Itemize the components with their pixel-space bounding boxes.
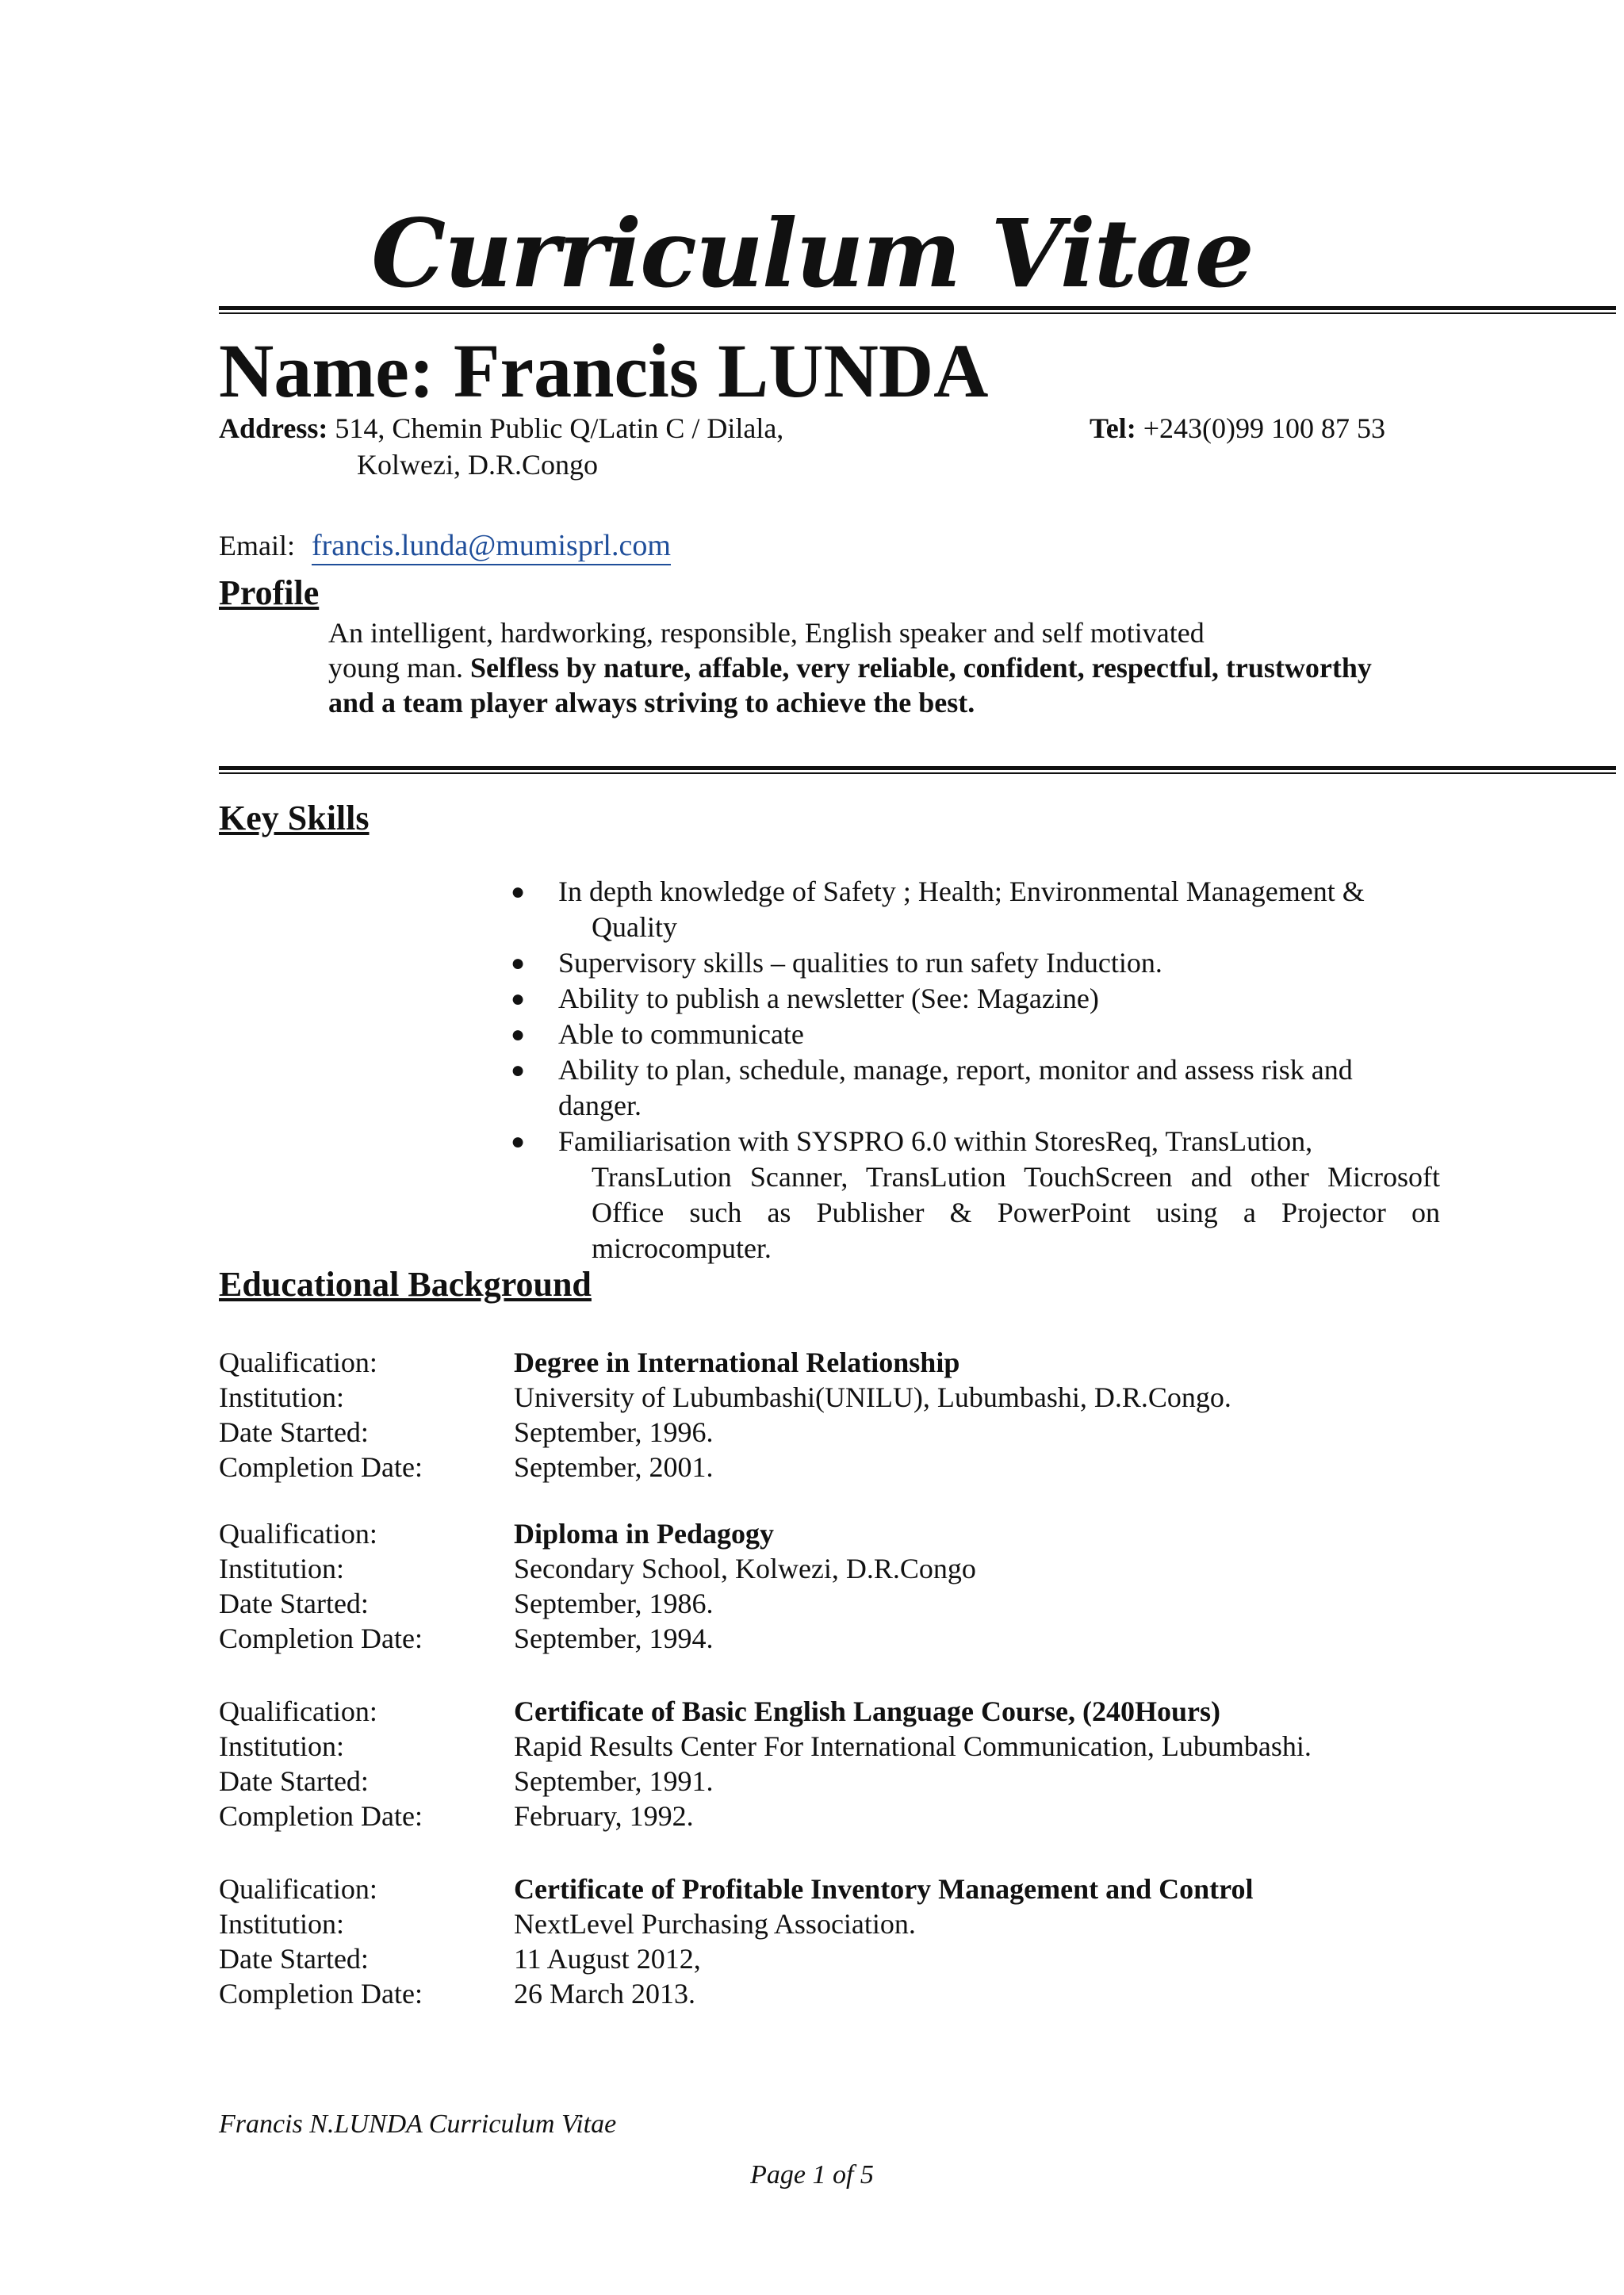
bullet-icon: ● [511,879,526,905]
institution-value: Rapid Results Center For International Communication, Lubumbashi. [514,1730,1312,1762]
institution-value: NextLevel Purchasing Association. [514,1908,916,1940]
qualification-value: Degree in International Relationship [514,1347,960,1378]
tel-label: Tel: [1090,412,1136,444]
qualification-label: Qualification: [219,1347,377,1378]
title-divider [219,306,1616,314]
profile-line-3: and a team player always striving to achieve the best. [328,687,975,718]
date-started-row [219,1415,1503,1450]
education-entry [219,1516,1503,1656]
skill-text: Able to communicate [558,1018,804,1050]
qualification-value: Certificate of Basic English Language Course, (240Hours) [514,1695,1220,1727]
profile-line-2-plain: young man. [328,652,470,684]
date-started-label: Date Started: [219,1416,369,1448]
completion-date-label: Completion Date: [219,1978,423,2010]
education-entry [219,1694,1503,1833]
skill-text-continued: TransLution Scanner, TransLution TouchScreen and other Microsoft Office such as Publisher & PowerPoint using a Projector on microcomputer. [592,1161,1440,1264]
education-heading: Educational Background [219,1265,592,1304]
address-value: 514, Chemin Public Q/Latin C / Dilala, [335,412,784,444]
telephone [1090,411,1385,446]
bullet-icon: ● [511,986,526,1012]
institution-value: Secondary School, Kolwezi, D.R.Congo [514,1553,976,1584]
skill-text: Familiarisation with SYSPRO 6.0 within StoresReq, TransLution, [558,1125,1313,1157]
date-started-value: 11 August 2012, [514,1943,701,1975]
profile-heading: Profile [219,573,320,612]
skill-item [508,981,1440,1017]
qualification-label: Qualification: [219,1695,377,1727]
skill-text-continued: Quality [592,911,677,943]
completion-date-row [219,1976,1503,2011]
skill-text: In depth knowledge of Safety ; Health; Environmental Management & [558,875,1365,907]
date-started-label: Date Started: [219,1943,369,1975]
key-skills-list [508,874,1440,1266]
profile-line-2-bold: Selfless by nature, affable, very reliable, confident, respectful, trustworthy [469,652,1372,684]
institution-row [219,1380,1503,1415]
completion-date-row [219,1450,1503,1485]
date-started-row [219,1941,1503,1976]
institution-row [219,1551,1503,1586]
email-row [219,528,671,564]
skill-text: Ability to publish a newsletter (See: Magazine) [558,983,1099,1014]
address-line-2: Kolwezi, D.R.Congo [357,449,598,481]
completion-date-value: September, 1994. [514,1623,714,1654]
skill-item [508,1052,1440,1124]
skill-text-continued: danger. [558,1090,642,1121]
institution-label: Institution: [219,1908,345,1940]
completion-date-value: 26 March 2013. [514,1978,695,2010]
address-label: Address: [219,412,328,444]
address-line-1 [219,411,783,446]
key-skills-heading: Key Skills [219,799,370,837]
qualification-label: Qualification: [219,1873,377,1905]
institution-row [219,1729,1503,1764]
date-started-row [219,1764,1503,1799]
qualification-row [219,1694,1503,1729]
qualification-row [219,1345,1503,1380]
footer-document-name: Francis N.LUNDA Curriculum Vitae [219,2109,617,2139]
qualification-value: Certificate of Profitable Inventory Management and Control [514,1873,1254,1905]
email-link[interactable]: francis.lunda@mumisprl.com [312,529,671,565]
completion-date-label: Completion Date: [219,1451,423,1483]
document-title: Curriculum Vitae [371,198,1253,308]
institution-label: Institution: [219,1381,345,1413]
bullet-icon: ● [511,1128,526,1155]
qualification-row [219,1516,1503,1551]
completion-date-value: February, 1992. [514,1800,694,1832]
institution-label: Institution: [219,1553,345,1584]
date-started-row [219,1586,1503,1621]
email-label: Email: [219,530,295,561]
institution-label: Institution: [219,1730,345,1762]
skill-text: Supervisory skills – qualities to run safety Induction. [558,947,1162,979]
profile-divider [219,766,1616,774]
date-started-value: September, 1986. [514,1588,714,1619]
skill-item [508,874,1440,945]
completion-date-row [219,1621,1503,1656]
profile-line-1: An intelligent, hardworking, responsible, English speaker and self motivated [328,617,1205,649]
bullet-icon: ● [511,1057,526,1083]
institution-row [219,1906,1503,1941]
bullet-icon: ● [511,950,526,976]
completion-date-value: September, 2001. [514,1451,714,1483]
skill-item [508,1124,1440,1266]
tel-value: +243(0)99 100 87 53 [1143,412,1385,444]
date-started-value: September, 1996. [514,1416,714,1448]
education-entry [219,1345,1503,1485]
skill-item [508,1017,1440,1052]
qualification-row [219,1872,1503,1906]
date-started-value: September, 1991. [514,1765,714,1797]
skill-text: Ability to plan, schedule, manage, report, monitor and assess risk and [558,1054,1353,1086]
completion-date-label: Completion Date: [219,1800,423,1832]
education-entry [219,1872,1503,2011]
completion-date-label: Completion Date: [219,1623,423,1654]
qualification-value: Diploma in Pedagogy [514,1518,775,1550]
date-started-label: Date Started: [219,1588,369,1619]
page-number: Page 1 of 5 [750,2160,874,2190]
bullet-icon: ● [511,1021,526,1048]
institution-value: University of Lubumbashi(UNILU), Lubumbashi, D.R.Congo. [514,1381,1231,1413]
completion-date-row [219,1799,1503,1833]
date-started-label: Date Started: [219,1765,369,1797]
profile-line-2 [328,650,1372,686]
candidate-name: Name: Francis LUNDA [219,328,989,413]
skill-item [508,945,1440,981]
qualification-label: Qualification: [219,1518,377,1550]
